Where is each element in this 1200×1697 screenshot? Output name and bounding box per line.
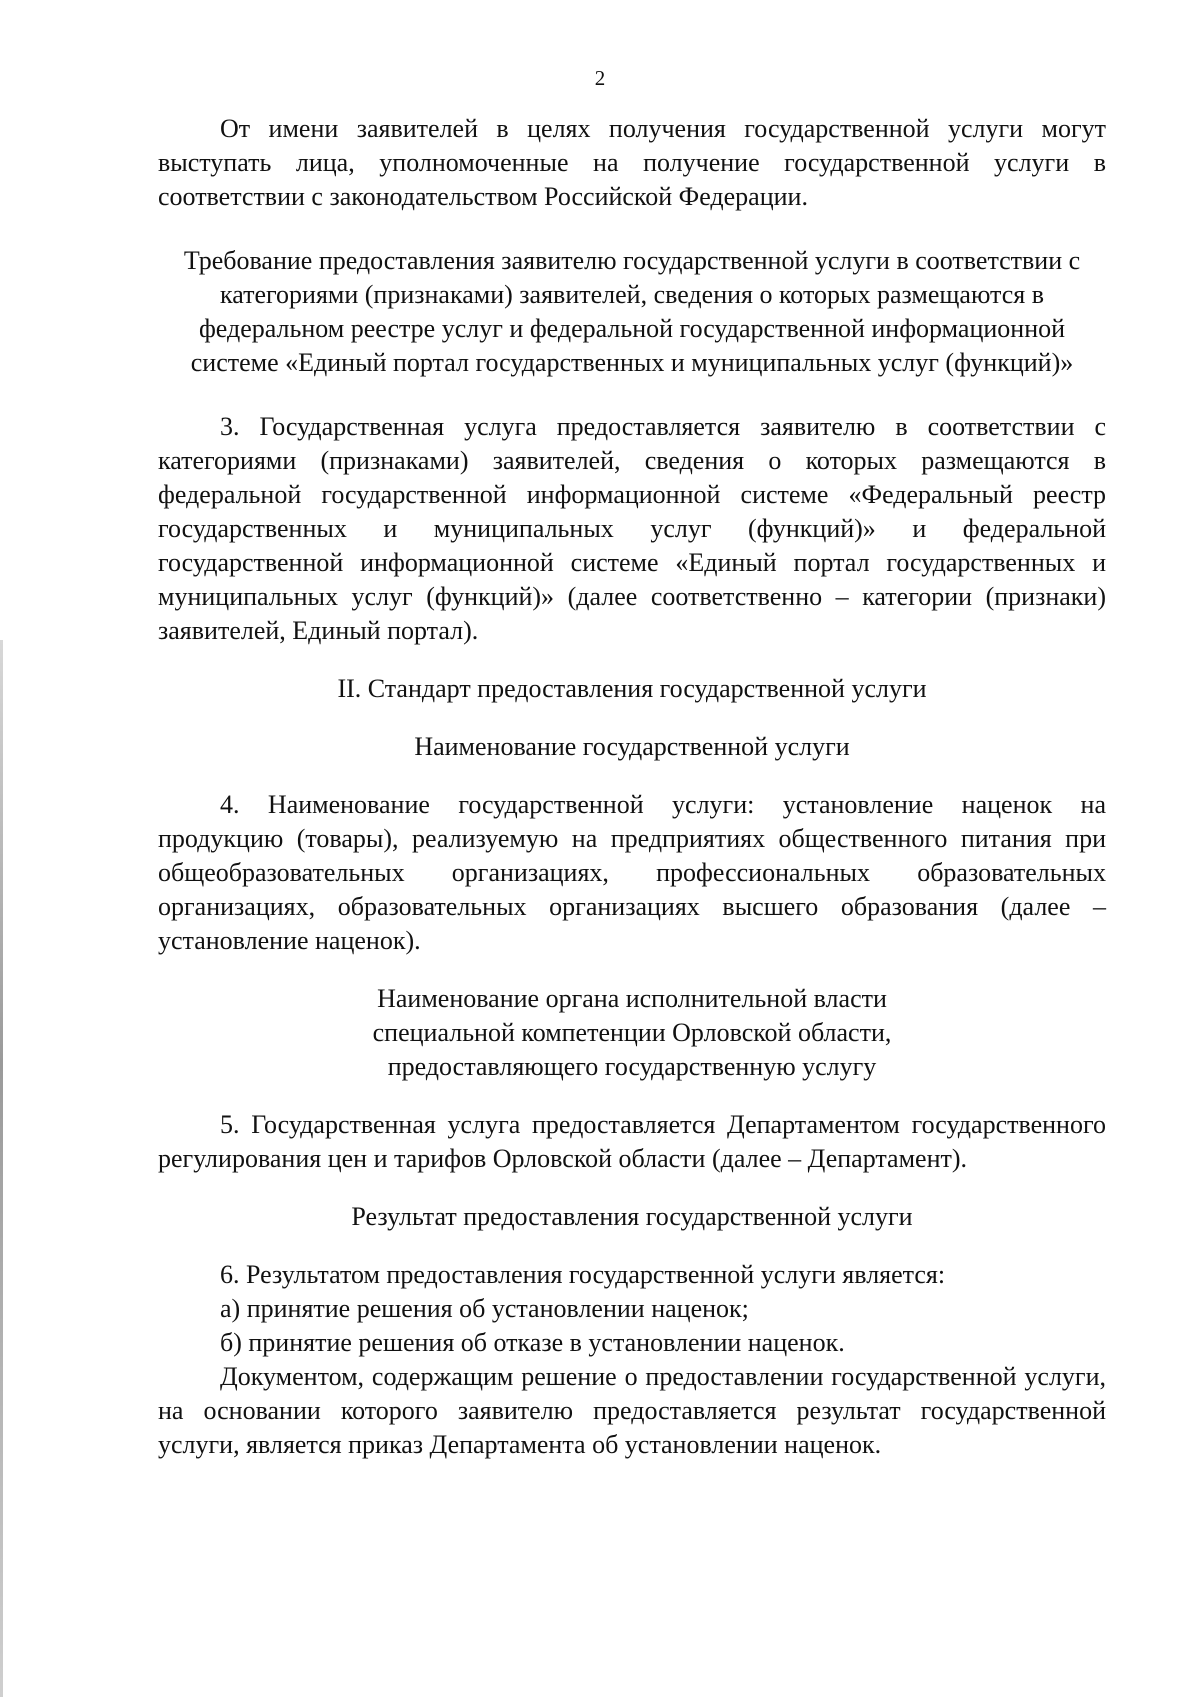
heading-section-2: II. Стандарт предоставления государственной услуги (337, 674, 927, 703)
list-line-option-b: б) принятие решения об отказе в установлении наценок. (220, 1328, 845, 1357)
scan-edge-shadow (0, 640, 3, 1697)
paragraph-representatives: От имени заявителей в целях получения государственной услуги могут выступать лица, уполномоченные на получение государственной услуги в соответствии с законодательством Российской Федерации. (158, 114, 1106, 211)
list-line-item-6: 6. Результатом предоставления государственной услуги является: (220, 1260, 946, 1289)
heading-applicant-requirement: Требование предоставления заявителю государственной услуги в соответствии с категориями (признаками) заявителей, сведения о которых размещаются в федеральном реестре услуг и федеральной государственной информационной системе «Единый портал государственных и муниципальных услуг (функций)» (183, 246, 1081, 377)
heading-authority-name: Наименование органа исполнительной власти специальной компетенции Орловской области, предоставляющего государственную услугу (372, 984, 892, 1081)
paragraph-item-5: 5. Государственная услуга предоставляется Департаментом государственного регулирования цен и тарифов Орловской области (далее – Департамент). (158, 1110, 1106, 1173)
paragraph-item-4: 4. Наименование государственной услуги: установление наценок на продукцию (товары), реализуемую на предприятиях общественного питания при общеобразовательных организациях, профессиональных образовательных организациях, образовательных организациях высшего образования (далее – установление наценок). (158, 790, 1106, 955)
paragraph-result-document: Документом, содержащим решение о предоставлении государственной услуги, на основании которого заявителю предоставляется результат государственной услуги, является приказ Департамента об установлении наценок. (158, 1362, 1106, 1459)
document-body (158, 112, 1106, 1462)
heading-service-name: Наименование государственной услуги (414, 732, 850, 761)
page-number: 2 (594, 66, 606, 90)
paragraph-item-3: 3. Государственная услуга предоставляется заявителю в соответствии с категориями (признаками) заявителей, сведения о которых размещаются в федеральной государственной информационной системе «Федеральный реестр государственных и муниципальных услуг (функций)» и федеральной государственной информационной системе «Единый портал государственных и муниципальных услуг (функций)» (далее соответственно – категории (признаки) заявителей, Единый портал). (158, 412, 1106, 645)
heading-service-result: Результат предоставления государственной услуги (351, 1202, 913, 1231)
list-line-option-a: а) принятие решения об установлении наценок; (220, 1294, 749, 1323)
